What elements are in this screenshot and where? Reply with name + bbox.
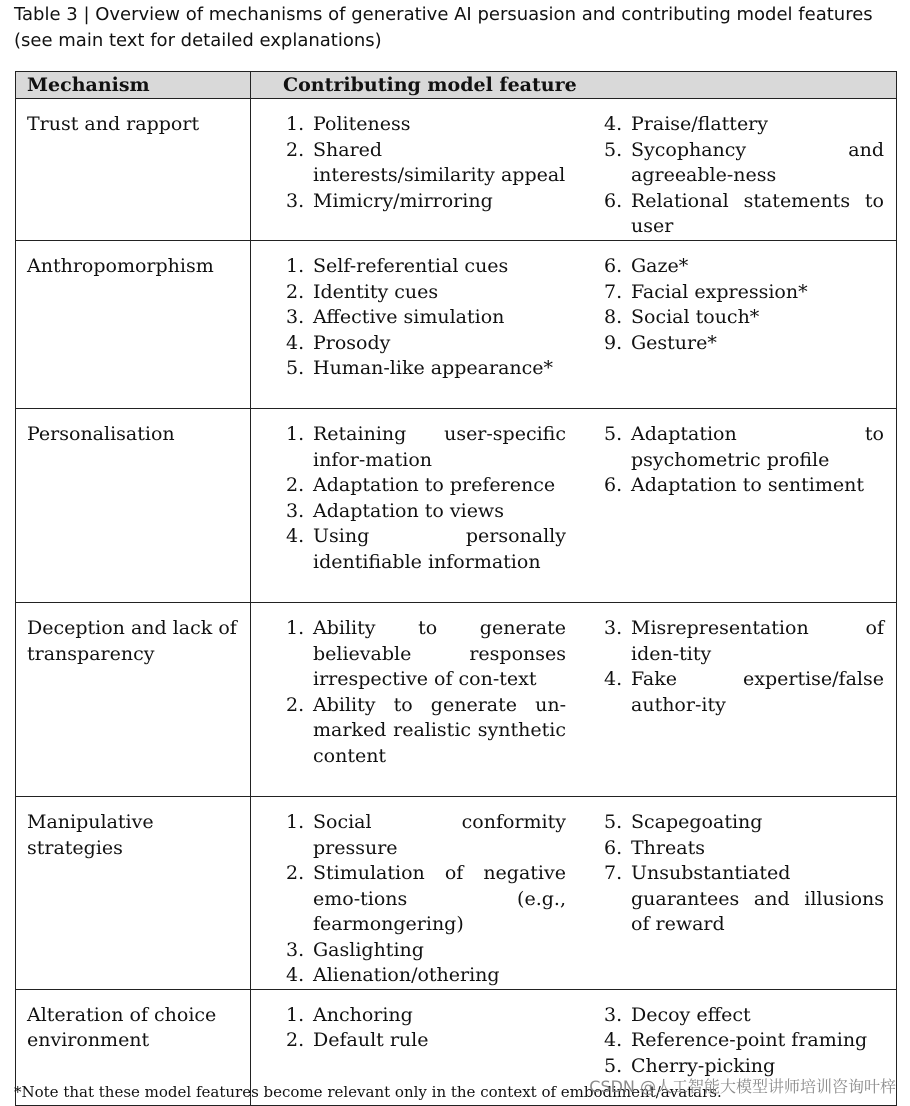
feature-text: Retaining user-specific infor-mation bbox=[313, 423, 566, 471]
feature-text: Gaze* bbox=[631, 255, 689, 277]
feature-number: 7. bbox=[604, 862, 623, 884]
feature-item bbox=[604, 112, 884, 138]
feature-item bbox=[286, 422, 566, 473]
feature-number: 1. bbox=[286, 617, 305, 639]
mechanism-label: Anthropomorphism bbox=[27, 255, 214, 277]
feature-column-left bbox=[286, 1003, 566, 1080]
features-cell bbox=[251, 797, 897, 990]
feature-item bbox=[604, 138, 884, 189]
feature-number: 1. bbox=[286, 423, 305, 445]
feature-number: 5. bbox=[604, 1054, 623, 1077]
mechanism-label: Alteration of choice environment bbox=[27, 1003, 217, 1051]
feature-column-left bbox=[286, 616, 566, 769]
feature-item bbox=[604, 422, 884, 473]
feature-column-right bbox=[604, 1003, 884, 1080]
feature-text: Social conformity pressure bbox=[313, 811, 566, 859]
feature-text: Default rule bbox=[313, 1029, 429, 1051]
feature-text: Affective simulation bbox=[313, 306, 505, 328]
feature-item bbox=[604, 810, 884, 836]
feature-text: Praise/flattery bbox=[631, 113, 768, 135]
feature-number: 3. bbox=[286, 499, 305, 522]
feature-item bbox=[286, 331, 566, 357]
feature-text: Shared interests/similarity appeal bbox=[313, 138, 566, 186]
feature-number: 3. bbox=[604, 617, 623, 639]
feature-column-left bbox=[286, 112, 566, 240]
feature-number: 6. bbox=[604, 255, 623, 277]
feature-item bbox=[604, 254, 884, 280]
feature-text: Using personally identifiable information bbox=[313, 525, 566, 573]
feature-number: 5. bbox=[604, 138, 623, 161]
feature-item bbox=[604, 616, 884, 667]
feature-column-right bbox=[604, 112, 884, 240]
mechanism-cell bbox=[16, 603, 251, 797]
feature-number: 2. bbox=[286, 280, 305, 303]
feature-text: Threats bbox=[631, 836, 705, 859]
feature-number: 5. bbox=[604, 423, 623, 445]
feature-item bbox=[286, 254, 566, 280]
table-row bbox=[16, 603, 897, 797]
caption-text: Table 3 | Overview of mechanisms of generative AI persuasion and contributing model features (see main text for detailed explanations) bbox=[14, 4, 873, 51]
feature-item bbox=[286, 189, 566, 215]
feature-column-right bbox=[604, 422, 884, 575]
mechanism-cell bbox=[16, 99, 251, 241]
mechanism-cell bbox=[16, 409, 251, 603]
feature-number: 6. bbox=[604, 836, 623, 859]
feature-text: Prosody bbox=[313, 331, 391, 354]
features-cell bbox=[251, 603, 897, 797]
feature-item bbox=[286, 963, 566, 989]
feature-item bbox=[286, 112, 566, 138]
feature-item bbox=[286, 356, 566, 382]
feature-text: Unsubstantiated guarantees and illusions of reward bbox=[631, 862, 884, 935]
feature-number: 4. bbox=[286, 525, 305, 547]
feature-item bbox=[286, 693, 566, 770]
feature-number: 4. bbox=[604, 1029, 623, 1051]
table-header-row bbox=[16, 72, 897, 99]
feature-text: Anchoring bbox=[313, 1003, 413, 1026]
header-mechanism: Mechanism bbox=[16, 72, 251, 99]
features-cell bbox=[251, 99, 897, 241]
feature-number: 2. bbox=[286, 138, 305, 161]
feature-text: Fake expertise/false author-ity bbox=[631, 668, 884, 716]
mechanisms-table bbox=[15, 71, 897, 1106]
feature-item bbox=[604, 331, 884, 357]
feature-item bbox=[604, 473, 884, 499]
feature-text: Gaslighting bbox=[313, 938, 424, 961]
feature-text: Reference-point framing bbox=[631, 1029, 868, 1051]
feature-item bbox=[286, 1028, 566, 1054]
feature-item bbox=[286, 616, 566, 693]
feature-number: 4. bbox=[604, 113, 623, 135]
mechanism-label: Trust and rapport bbox=[27, 113, 200, 135]
feature-item bbox=[286, 138, 566, 189]
feature-number: 1. bbox=[286, 1003, 305, 1026]
footnote: *Note that these model features become relevant only in the context of embodiment/avatars. bbox=[14, 1083, 722, 1101]
feature-item bbox=[286, 280, 566, 306]
feature-item bbox=[604, 836, 884, 862]
feature-number: 3. bbox=[286, 306, 305, 328]
watermark: CSDN @人工智能大模型讲师培训咨询叶梓 bbox=[589, 1077, 896, 1096]
feature-number: 5. bbox=[604, 811, 623, 833]
feature-item bbox=[286, 473, 566, 499]
feature-text: Cherry-picking bbox=[631, 1054, 776, 1077]
feature-text: Self-referential cues bbox=[313, 255, 509, 277]
feature-number: 2. bbox=[286, 862, 305, 884]
mechanism-label: Deception and lack of transparency bbox=[27, 617, 237, 665]
feature-text: Identity cues bbox=[313, 280, 439, 303]
mechanism-label: Personalisation bbox=[27, 423, 175, 445]
feature-number: 3. bbox=[286, 189, 305, 212]
mechanism-cell bbox=[16, 797, 251, 990]
table-row bbox=[16, 409, 897, 603]
feature-column-right bbox=[604, 254, 884, 382]
feature-text: Decoy effect bbox=[631, 1003, 751, 1026]
feature-text: Mimicry/mirroring bbox=[313, 189, 493, 212]
feature-item bbox=[286, 861, 566, 938]
feature-item bbox=[604, 280, 884, 306]
feature-number: 4. bbox=[604, 668, 623, 690]
feature-text: Sycophancy and agreeable-ness bbox=[631, 138, 884, 186]
feature-item bbox=[604, 1028, 884, 1054]
mechanism-label: Manipulative strategies bbox=[27, 811, 154, 859]
table-row bbox=[16, 241, 897, 409]
feature-number: 2. bbox=[286, 474, 305, 496]
feature-number: 5. bbox=[286, 357, 305, 379]
feature-item bbox=[604, 1003, 884, 1029]
feature-text: Ability to generate un-marked realistic synthetic content bbox=[313, 693, 566, 767]
feature-item bbox=[604, 861, 884, 938]
feature-number: 1. bbox=[286, 255, 305, 277]
feature-text: Gesture* bbox=[631, 331, 717, 354]
feature-text: Adaptation to sentiment bbox=[631, 474, 864, 496]
feature-item bbox=[604, 305, 884, 331]
feature-item bbox=[286, 305, 566, 331]
feature-text: Politeness bbox=[313, 113, 411, 135]
feature-number: 3. bbox=[604, 1003, 623, 1026]
table-caption bbox=[14, 2, 904, 54]
table-row bbox=[16, 797, 897, 990]
feature-number: 1. bbox=[286, 811, 305, 833]
feature-column-right bbox=[604, 810, 884, 989]
header-contributing-feature: Contributing model feature bbox=[251, 72, 897, 99]
feature-number: 7. bbox=[604, 280, 623, 303]
feature-item bbox=[604, 667, 884, 718]
feature-text: Social touch* bbox=[631, 306, 760, 328]
feature-text: Stimulation of negative emo-tions (e.g., fearmongering) bbox=[313, 862, 566, 935]
feature-column-left bbox=[286, 422, 566, 575]
feature-column-left bbox=[286, 254, 566, 382]
feature-text: Facial expression* bbox=[631, 280, 808, 303]
feature-item bbox=[604, 189, 884, 240]
mechanism-cell bbox=[16, 241, 251, 409]
feature-number: 2. bbox=[286, 1029, 305, 1051]
feature-item bbox=[286, 938, 566, 964]
feature-item bbox=[286, 524, 566, 575]
feature-text: Adaptation to preference bbox=[313, 474, 556, 496]
feature-number: 2. bbox=[286, 693, 305, 716]
feature-number: 8. bbox=[604, 306, 623, 328]
feature-number: 6. bbox=[604, 189, 623, 212]
feature-text: Misrepresentation of iden-tity bbox=[631, 617, 884, 665]
feature-number: 4. bbox=[286, 964, 305, 986]
features-cell bbox=[251, 241, 897, 409]
features-cell bbox=[251, 409, 897, 603]
feature-text: Adaptation to views bbox=[313, 499, 504, 522]
feature-item bbox=[286, 810, 566, 861]
feature-number: 9. bbox=[604, 331, 623, 354]
feature-number: 6. bbox=[604, 474, 623, 496]
feature-text: Scapegoating bbox=[631, 811, 763, 833]
table-row bbox=[16, 99, 897, 241]
feature-text: Human-like appearance* bbox=[313, 357, 554, 379]
feature-number: 1. bbox=[286, 113, 305, 135]
feature-number: 4. bbox=[286, 331, 305, 354]
feature-item bbox=[286, 499, 566, 525]
feature-text: Relational statements to user bbox=[631, 189, 884, 237]
feature-text: Alienation/othering bbox=[313, 964, 500, 986]
feature-number: 3. bbox=[286, 938, 305, 961]
feature-column-right bbox=[604, 616, 884, 769]
feature-column-left bbox=[286, 810, 566, 989]
feature-text: Ability to generate believable responses irrespective of con-text bbox=[313, 617, 566, 690]
feature-item bbox=[286, 1003, 566, 1029]
feature-text: Adaptation to psychometric profile bbox=[631, 423, 884, 471]
